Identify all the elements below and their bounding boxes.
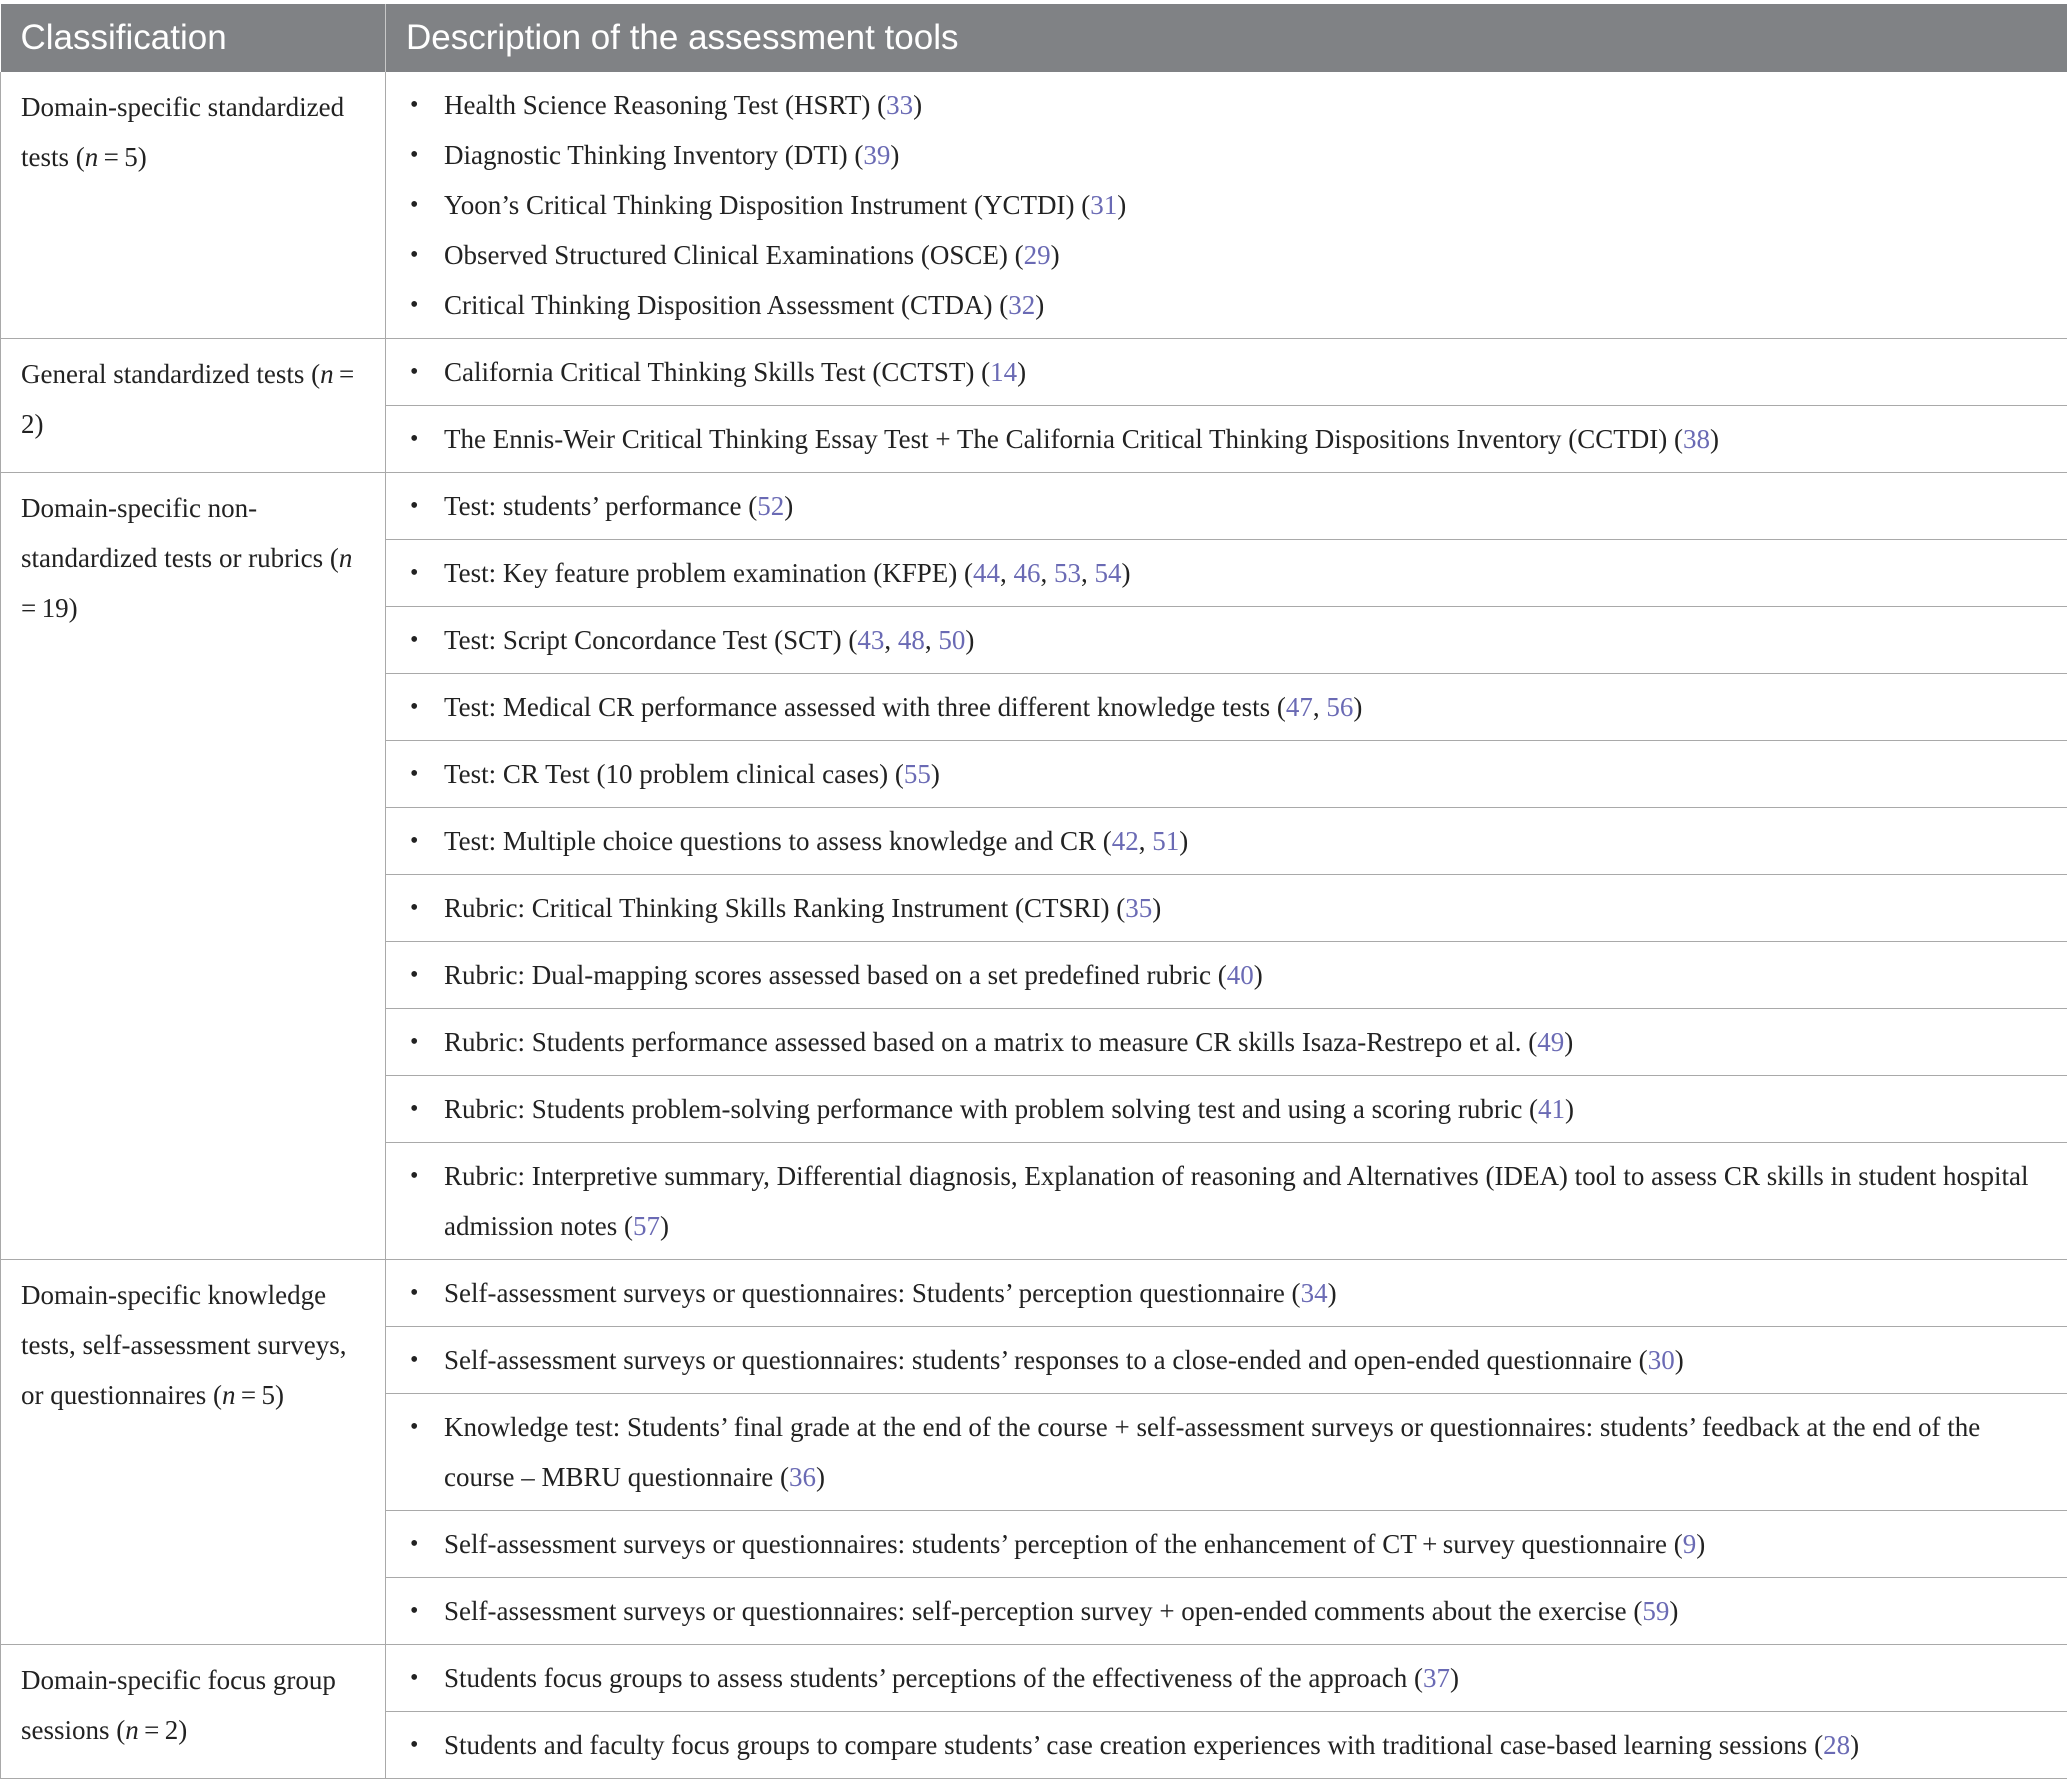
description-cell bbox=[386, 741, 2067, 808]
classification-cell: Domain-specific non-standardized tests or rubrics (n = 19) bbox=[1, 473, 386, 1260]
description-cell bbox=[386, 1578, 2067, 1645]
list-item: • Test: Script Concordance Test (SCT) (43, 48, 50) bbox=[406, 615, 2037, 665]
tool-list bbox=[406, 816, 2037, 866]
list-item: • Students focus groups to assess students’ perceptions of the effectiveness of the approach (37) bbox=[406, 1653, 2037, 1703]
list-item: • Rubric: Interpretive summary, Differential diagnosis, Explanation of reasoning and Alternatives (IDEA) tool to assess CR skills in student hospital admission notes (57) bbox=[406, 1151, 2037, 1251]
table-row bbox=[1, 72, 2067, 339]
list-item: • Critical Thinking Disposition Assessment (CTDA) (32) bbox=[406, 280, 2037, 330]
table-header bbox=[1, 4, 2067, 72]
classification-cell: Domain-specific focus group sessions (n = 2) bbox=[1, 1645, 386, 1779]
header-classification: Classification bbox=[1, 4, 386, 72]
list-item: • Test: Multiple choice questions to assess knowledge and CR (42, 51) bbox=[406, 816, 2037, 866]
table-row bbox=[1, 1260, 2067, 1327]
list-item: • Self-assessment surveys or questionnaires: Students’ perception questionnaire (34) bbox=[406, 1268, 2037, 1318]
description-cell bbox=[386, 540, 2067, 607]
description-cell bbox=[386, 1712, 2067, 1779]
list-item: • Students and faculty focus groups to compare students’ case creation experiences with traditional case-based learning sessions (28) bbox=[406, 1720, 2037, 1770]
description-cell bbox=[386, 1143, 2067, 1260]
list-item: • Rubric: Students problem-solving performance with problem solving test and using a scoring rubric (41) bbox=[406, 1084, 2037, 1134]
tool-list bbox=[406, 1720, 2037, 1770]
list-item: • Rubric: Students performance assessed based on a matrix to measure CR skills Isaza-Restrepo et al. (49) bbox=[406, 1017, 2037, 1067]
header-description: Description of the assessment tools bbox=[386, 4, 2067, 72]
description-cell bbox=[386, 808, 2067, 875]
table-row bbox=[1, 339, 2067, 406]
classification-cell: General standardized tests (n = 2) bbox=[1, 339, 386, 473]
table-row bbox=[1, 1645, 2067, 1712]
tool-list bbox=[406, 1017, 2037, 1067]
tool-list bbox=[406, 1519, 2037, 1569]
list-item: • Test: CR Test (10 problem clinical cases) (55) bbox=[406, 749, 2037, 799]
description-cell bbox=[386, 473, 2067, 540]
description-cell bbox=[386, 674, 2067, 741]
tool-list bbox=[406, 80, 2037, 330]
list-item: • Self-assessment surveys or questionnaires: students’ responses to a close-ended and open-ended questionnaire (30) bbox=[406, 1335, 2037, 1385]
table-row bbox=[1, 473, 2067, 540]
assessment-tools-table bbox=[0, 4, 2067, 1779]
classification-cell: Domain-specific knowledge tests, self-assessment surveys, or questionnaires (n = 5) bbox=[1, 1260, 386, 1645]
list-item: • Health Science Reasoning Test (HSRT) (33) bbox=[406, 80, 2037, 130]
tool-list bbox=[406, 883, 2037, 933]
tool-list bbox=[406, 615, 2037, 665]
tool-list bbox=[406, 749, 2037, 799]
classification-cell: Domain-specific standardized tests (n = 5) bbox=[1, 72, 386, 339]
description-cell bbox=[386, 72, 2067, 339]
description-cell bbox=[386, 1394, 2067, 1511]
list-item: • Rubric: Critical Thinking Skills Ranking Instrument (CTSRI) (35) bbox=[406, 883, 2037, 933]
list-item: • Knowledge test: Students’ final grade at the end of the course + self-assessment surveys or questionnaires: students’ feedback at the end of the course – MBRU questionnaire (36) bbox=[406, 1402, 2037, 1502]
tool-list bbox=[406, 1402, 2037, 1502]
tool-list bbox=[406, 1151, 2037, 1251]
description-cell bbox=[386, 875, 2067, 942]
list-item: • Observed Structured Clinical Examinations (OSCE) (29) bbox=[406, 230, 2037, 280]
list-item: • Yoon’s Critical Thinking Disposition Instrument (YCTDI) (31) bbox=[406, 180, 2037, 230]
tool-list bbox=[406, 1335, 2037, 1385]
tool-list bbox=[406, 1084, 2037, 1134]
list-item: • Test: Key feature problem examination (KFPE) (44, 46, 53, 54) bbox=[406, 548, 2037, 598]
tool-list bbox=[406, 481, 2037, 531]
description-cell bbox=[386, 1260, 2067, 1327]
list-item: • Diagnostic Thinking Inventory (DTI) (39) bbox=[406, 130, 2037, 180]
description-cell bbox=[386, 406, 2067, 473]
tool-list bbox=[406, 950, 2037, 1000]
description-cell bbox=[386, 1009, 2067, 1076]
list-item: • Test: students’ performance (52) bbox=[406, 481, 2037, 531]
list-item: • Self-assessment surveys or questionnaires: students’ perception of the enhancement of CT + survey questionnaire (9) bbox=[406, 1519, 2037, 1569]
list-item: • Rubric: Dual-mapping scores assessed based on a set predefined rubric (40) bbox=[406, 950, 2037, 1000]
table-body bbox=[1, 72, 2067, 1779]
list-item: • California Critical Thinking Skills Test (CCTST) (14) bbox=[406, 347, 2037, 397]
description-cell bbox=[386, 1076, 2067, 1143]
list-item: • Self-assessment surveys or questionnaires: self-perception survey + open-ended comments about the exercise (59) bbox=[406, 1586, 2037, 1636]
tool-list bbox=[406, 414, 2037, 464]
tool-list bbox=[406, 1586, 2037, 1636]
description-cell bbox=[386, 1327, 2067, 1394]
tool-list bbox=[406, 1268, 2037, 1318]
tool-list bbox=[406, 548, 2037, 598]
tool-list bbox=[406, 347, 2037, 397]
description-cell bbox=[386, 339, 2067, 406]
description-cell bbox=[386, 942, 2067, 1009]
description-cell bbox=[386, 1645, 2067, 1712]
description-cell bbox=[386, 1511, 2067, 1578]
list-item: • The Ennis-Weir Critical Thinking Essay Test + The California Critical Thinking Dispositions Inventory (CCTDI) (38) bbox=[406, 414, 2037, 464]
description-cell bbox=[386, 607, 2067, 674]
list-item: • Test: Medical CR performance assessed with three different knowledge tests (47, 56) bbox=[406, 682, 2037, 732]
tool-list bbox=[406, 682, 2037, 732]
tool-list bbox=[406, 1653, 2037, 1703]
